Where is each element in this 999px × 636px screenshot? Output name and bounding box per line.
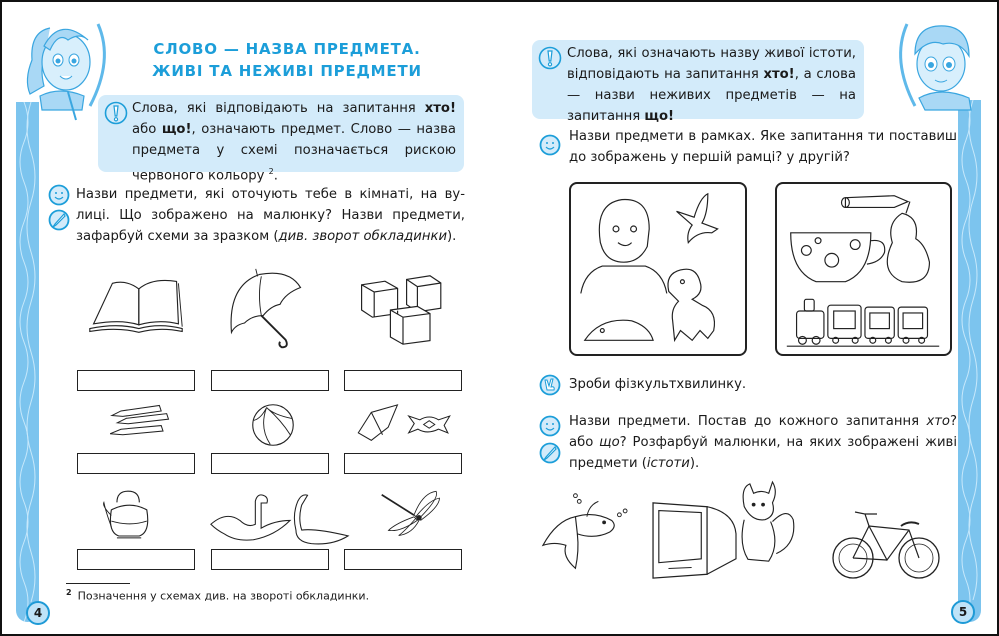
tv-picture bbox=[649, 499, 741, 581]
pear-picture bbox=[887, 202, 929, 283]
task-name-objects bbox=[76, 184, 465, 247]
right-page bbox=[499, 2, 999, 634]
train-picture bbox=[787, 299, 939, 346]
answer-box-candies[interactable] bbox=[344, 453, 462, 474]
task-frames bbox=[569, 126, 957, 168]
page-number: 4 bbox=[26, 601, 50, 625]
footnote-text: Позначення у схемах див. на звороті обкладинки. bbox=[77, 589, 370, 603]
frame-nonliving bbox=[775, 182, 952, 356]
task-exercise bbox=[569, 374, 957, 395]
answer-box-pencils[interactable] bbox=[77, 453, 195, 474]
task-living-nonliving bbox=[569, 411, 957, 474]
smiley-icon bbox=[539, 415, 561, 437]
answer-box-cubes[interactable] bbox=[344, 370, 462, 391]
left-side-strip bbox=[16, 102, 39, 622]
title-line-1: СЛОВО — НАЗВА ПРЕДМЕТА. bbox=[153, 40, 421, 58]
frame-living-drawing bbox=[571, 184, 745, 354]
pencil-circle-icon bbox=[48, 209, 70, 231]
page-number: 5 bbox=[951, 600, 975, 624]
frame-living bbox=[569, 182, 747, 356]
frame-nonliving-drawing bbox=[777, 184, 950, 354]
candies-picture bbox=[352, 403, 456, 445]
goldfish-picture bbox=[537, 488, 633, 574]
bird-picture bbox=[677, 194, 718, 243]
exclamation-icon bbox=[538, 46, 562, 70]
rule-box bbox=[532, 40, 864, 124]
smiley-icon bbox=[539, 134, 561, 156]
answer-box-swans[interactable] bbox=[211, 549, 329, 570]
answer-box-dragonfly[interactable] bbox=[344, 549, 462, 570]
task-text: Назви предмети в рамках. Яке запитання ти поставиш до зображень у першій рамці? у другій? bbox=[569, 129, 957, 165]
ball-picture bbox=[250, 402, 296, 448]
kettle-picture bbox=[102, 489, 158, 541]
exclamation-icon bbox=[104, 101, 128, 125]
page-title bbox=[152, 38, 422, 82]
task-text: Зроби фізкультхвилинку. bbox=[569, 377, 747, 392]
umbrella-picture bbox=[224, 266, 308, 352]
footnote-mark: 2 bbox=[66, 588, 72, 597]
task-text: Назви предмети, які оточують тебе в кімнаті, на вулиці. Що зображено на малюнку? Назви предмети, зафарбуй схеми за зразком (див. зворот обкладинки). bbox=[76, 187, 465, 244]
dog-picture bbox=[668, 269, 715, 340]
boy-picture bbox=[581, 200, 667, 294]
pencil-picture bbox=[842, 196, 908, 208]
rule-text: Слова, які відповідають на запитання хто! або що!, означають предмет. Слово — назва предмета у схемі позначається рискою червоного кольору $^2$. bbox=[132, 101, 457, 184]
left-page bbox=[2, 2, 499, 634]
swans-picture bbox=[207, 491, 352, 545]
bicycle-picture bbox=[829, 506, 944, 581]
answer-box-kettle[interactable] bbox=[77, 549, 195, 570]
squirrel-picture bbox=[731, 477, 797, 569]
task-text: Назви предмети. Постав до кожного запитання хто? або що? Розфарбуй малюнки, на яких зображені живі предмети (істоти). bbox=[569, 414, 957, 471]
footnote-divider bbox=[66, 583, 130, 584]
victory-hand-icon bbox=[539, 374, 561, 396]
footnote bbox=[66, 588, 369, 603]
smiley-icon bbox=[48, 184, 70, 206]
hedgehog-picture bbox=[585, 320, 653, 340]
answer-box-umbrella[interactable] bbox=[211, 370, 329, 391]
answer-box-book[interactable] bbox=[77, 370, 195, 391]
pencil-circle-icon bbox=[539, 442, 561, 464]
title-line-2: ЖИВІ ТА НЕЖИВІ ПРЕДМЕТИ bbox=[152, 62, 422, 80]
dragonfly-picture bbox=[380, 487, 448, 539]
book-picture bbox=[82, 272, 190, 338]
pencils-picture bbox=[110, 402, 174, 440]
rule-box bbox=[98, 95, 464, 184]
cup-picture bbox=[791, 233, 885, 282]
right-side-strip bbox=[958, 100, 981, 622]
cubes-picture bbox=[357, 274, 449, 346]
answer-box-ball[interactable] bbox=[211, 453, 329, 474]
boy-mascot-icon bbox=[885, 10, 993, 122]
rule-text: Слова, які означають назву живої істоти, відповідають на запитання хто!, а слова — назви неживих предметів — на запитання що! bbox=[567, 46, 856, 124]
